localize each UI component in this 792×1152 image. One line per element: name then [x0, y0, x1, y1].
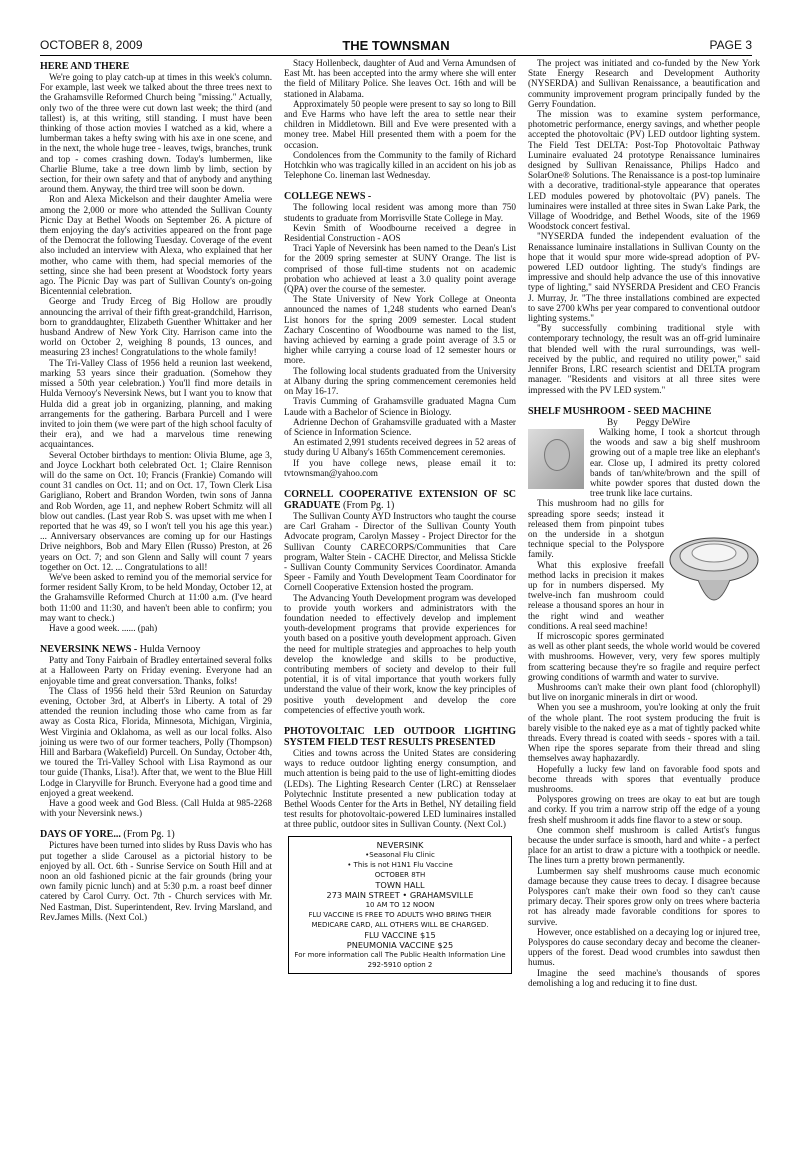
by-label: By	[606, 416, 618, 427]
ad-line: NEVERSINK	[376, 839, 424, 850]
ad-line: 10 AM TO 12 NOON	[365, 900, 435, 909]
college-title: COLLEGE NEWS -	[284, 191, 372, 203]
paragraph: Approximately 50 people were present to say so long to Bill and Eve Harms who have left the area to settle near their children in Middletown. Bill and Eve were presented with a money tree. Mabel Hill presented them with a poem for the occasion.	[284, 98, 516, 150]
mushroom-illustration	[668, 500, 760, 630]
days-title	[40, 829, 272, 840]
author-name: Peggy DeWire	[636, 416, 691, 427]
paragraph: We've been asked to remind you of the memorial service for former resident Sally Krom, to be held Monday, October 12, at the Grahamsville Reformed Church at 11:00 a.m. (I've heard both 11:00 and 11:30, and haven't been able to confirm; you may want to check.)	[40, 571, 272, 623]
paragraph: Adrienne Dechon of Grahamsville graduated with a Master of Science in Information Science.	[284, 416, 516, 437]
paragraph: The Tri-Valley Class of 1956 held a reunion last weekend, marking 53 years since their graduation. (Somehow they missed a 50th year celebration.) You'll find more details in Hulda Vernooy's Neversink News, but I want you to know that Hulda did a great job in organizing, planning, and making arrangements for the gathering. Barbara Purcell and I were invited to join them (we were part of the high school faculty of their era), and we had a marvelous time renewing acquaintances.	[40, 357, 272, 450]
cornell-byline: (From Pg. 1)	[342, 499, 395, 511]
paragraph: Traci Yaple of Neversink has been named to the Dean's List for the 2009 spring semester at SUNY Orange. The list is comprised of those full-time students not on academic probation who achieved at least a 3.0 quality point average (QPA) over the course of the semester.	[284, 243, 516, 295]
paragraph: The Class of 1956 held their 53rd Reunion on Saturday evening, October 3rd, at Albert's in Liberty. A total of 29 attended the reunion including those who came from as far away as Costa Rica, Florida, Minnesota, Michigan, Virginia, West Virginia and Oklahoma, as well as our local folks. Also joining us were two of our former teachers, Polly (Thompson) Hill and Barbara (Wakefield) Purcell. On Sunday, October 4th, we toured the Tri-Valley School with Lisa Raymond as our tour guide (Thanks, Lisa!). After that, we went to the Blue Hill Lodge in Claryville for Brunch. Everyone had a good time and enjoyed a great weekend.	[40, 685, 272, 798]
paragraph: "By successfully combining traditional style with contemporary technology, the result was an off-grid luminaire that blended well with the rural surroundings, was well-received by the public, and required no utility power," said Jennifer Brons, LRC research scientist and DELTA program manager. "Residents and visitors at all three sites were impressed with the PV LED system."	[528, 323, 760, 395]
paragraph: Kevin Smith of Woodbourne received a degree in Residential Construction - AOS	[284, 222, 516, 244]
column-2	[284, 58, 516, 974]
paragraph: If you have college news, please email it to: tvtownsman@yahoo.com	[284, 457, 516, 478]
column-1	[40, 58, 272, 922]
paragraph: When you see a mushroom, you're looking at only the fruit of the whole plant. The root system producing the fruit is barely visible to the naked eye as a mat of tightly packed white threads. Every thread is coated with seeds - spores with a tail. When ripe the spores separate from their thread and sling themselves away haphazardly.	[528, 702, 760, 764]
masthead	[40, 38, 752, 54]
shelf-para-text: Walking home, I took a shortcut through the woods and saw a big shelf mushroom growing out of a maple tree like an elephant's ear. Close up, I admired its pretty colored bands of tan/white/brown and the spill of white powder spores that dusted down the tree trunk like lace curtains.	[590, 426, 760, 499]
shelf-title: SHELF MUSHROOM - SEED MACHINE	[528, 405, 712, 417]
paragraph: An estimated 2,991 students received degrees in 52 areas of study during U Albany's 165th Commencement ceremonies.	[284, 437, 516, 458]
paragraph: The Sullivan County AYD Instructors who taught the course are Carl Graham - Director of the Sullivan County Youth Advocate program, Carolyn Massey - Project Director for the Sullivan County CARECORPS/Communities that Care program, Walter Stein - CACHE Director, and Melissa Stickle - Sullivan County Community Services Coordinator. Amanda Speer - Family and Youth Development Team Coordinator for Cornell Cooperative Extension hosted the program.	[284, 510, 516, 593]
shelf-byline	[528, 417, 760, 427]
neversink-title	[40, 644, 272, 655]
paragraph: We're going to play catch-up at times in this week's column. For example, last week we talked about the three trees next to the Grahamsville Reformed Church being "missing." Actually, only two of the three were cut down last week; the third (and tallest) is, at this writing, still standing. I must have been thinking of those action movies I watched as a kid, where a lumberman takes a hefty swing with his axe in one scene, and in the next, the whole huge tree - leaves, twigs, branches, trunk and top - comes crashing down. Today's lumbermen, like Charlie Blume, take a tree down limb by limb, section by section, for their own safety and that of anybody and anything around them. Anyway, the third tree will soon be down.	[40, 72, 272, 195]
paragraph: The following local students graduated from the University at Albany during the spring commencement ceremonies held on May 16-17.	[284, 365, 516, 397]
issue-date: OCTOBER 8, 2009	[40, 38, 143, 52]
here-body	[40, 72, 272, 633]
neversink-heading: NEVERSINK NEWS -	[40, 644, 140, 656]
paragraph: Pictures have been turned into slides by Russ Davis who has put together a slide Carousel as a pictorial history to be enjoyed by all. Oct. 6th - Sunrise Service on South Hill and at noon an old fashioned picnic at the fair grounds (bring your own family picnic lunch) and at 5:30 p.m. a roast beef dinner catered by Carol Curry. Oct. 7th - Church services with Mr. Ned Eastman, Dist. Superintendent, Rev. Irving Marsland, and Rev.James Mills. (Next Col.)	[40, 840, 272, 922]
paragraph	[528, 498, 760, 559]
paragraph: The Advancing Youth Development program was developed to provide youth workers and administrators with the foundation needed to effectively develop and implement youth-development programs that provide experiences for youth based on a positive youth development approach. Given the need for multiple strategies and approaches to help youth develop the knowledge and skills to be productive, contributing members of society and develop to their full potential, it is of vital importance that youth workers fully understand the value of their work, know the key principles of positive youth development and develop the core competencies of effective youth work.	[284, 592, 516, 715]
paper-name: THE TOWNSMAN	[342, 38, 450, 53]
paragraph: "NYSERDA funded the independent evaluation of the Renaissance luminaire installations in Sullivan County on the hope that it would spur more wide-spread adoption of PV-powered LED outdoor lighting. The study's findings are impressive and should help advance the use of this innovative type of lighting," said NYSERDA President and CEO Francis J. Murray, Jr. "The three installations combined are expected to save 2700 kWhs per year compared to conventional outdoor lighting systems."	[528, 231, 760, 324]
shelf-para-text: This mushroom had no gills for spreading spore seeds; instead it released them from pinpoint tubes on the underside in a shotgun technique special to the Polyspore family.	[528, 498, 664, 560]
paragraph: One common shelf mushroom is called Artist's fungus because the under surface is smooth, hard and white - a perfect place for an artist to draw a picture with a toothpick or needle. The lines turn a pretty brown permanently.	[528, 824, 760, 866]
paragraph	[528, 427, 760, 498]
paragraph: The State University of New York College at Oneonta announced the names of 1,248 students who earned Dean's List honors for the spring 2009 semester. Local student Zachary Coscentino of Woodbourne was named to the list, having achieved by earning a grade point average of 3.5 or higher while carrying a course load of 12 semester hours or more.	[284, 294, 516, 366]
paragraph: However, once established on a decaying log or injured tree, Polyspores do cause secondary decay and become the cleaner-uppers of the forest. Dead wood crumbles into sawdust then humus.	[528, 926, 760, 968]
paragraph: Travis Cumming of Grahamsville graduated Magna Cum Laude with a Bachelor of Science in Biology.	[284, 396, 516, 417]
paragraph: Lumbermen say shelf mushrooms cause much economic damage because they cause trees to decay. I disagree because Polyspores can't make their own food so they can't cause primary decay. Their spores grow only on trees where bacteria rot has already made favorable conditions for spores to survive.	[528, 865, 760, 927]
ad-line: •Seasonal Flu Clinic	[365, 850, 435, 859]
paragraph: What this explosive freefall method lacks in precision it makes up for in numbers dispersed. My twelve-inch fan mushroom could release a thousand spores an hour in the right wind and weather conditions. A real seed machine!	[528, 559, 664, 631]
paragraph: Patty and Tony Fairbain of Bradley entertained several folks at a Halloween Party on Friday evening. Everyone had an enjoyable time and great conversation. Thanks, folks!	[40, 655, 272, 686]
paragraph: The mission was to examine system performance, photometric performance, energy savings, and whether people accepted the photovoltaic (PV) LED outdoor lighting system. The Field Test DELTA: Post-Top Photovoltaic Pathway Luminaire evaluated 24 prototype Renaissance luminaires designed by Sullivan Renaissance, Philips Hadco and SolarOne® Solutions. The Renaissance is a post-top luminaire with a decorative, traditional-style appearance that operates LED modules powered by photovoltaic (PV) panels. The luminaires were installed at three sites in Swan Lake Park, the Village of Woodridge, and Bethel Woods, site of the 1969 Woodstock concert festival.	[528, 109, 760, 232]
paragraph: Imagine the seed machine's thousands of spores demolishing a log and reducing it to fine dust.	[528, 967, 760, 988]
face-icon	[544, 439, 570, 471]
paragraph: Hopefully a lucky few land on favorable food spots and become threads with spores that eventually produce mushrooms.	[528, 763, 760, 795]
paragraph: The following local resident was among more than 750 students to graduate from Morrisville State College in May.	[284, 202, 516, 223]
author-photo	[528, 429, 584, 489]
cornell-title	[284, 489, 516, 511]
flu-clinic-ad	[288, 836, 512, 974]
paragraph: Condolences from the Community to the family of Richard Hotchkin who was tragically killed in an accident on his job as Telephone Co. lineman last Wednesday.	[284, 149, 516, 181]
paragraph: Have a good week and God Bless. (Call Hulda at 985-2268 with your Neversink news.)	[40, 798, 272, 819]
ad-line: FLU VACCINE IS FREE TO ADULTS WHO BRING THEIR MEDICARE CARD, ALL OTHERS WILL BE CHARGED.	[308, 910, 492, 929]
paragraph: Cities and towns across the United States are considering ways to reduce outdoor lighting energy consumption, and much attention is being paid to the use of light-emitting diodes (LEDs). The Lighting Research Center (LRC) at Rensselaer Polytechnic Institute presented a new publication today at Bethel Woods Center for the Arts in Bethel, NY detailing field test results for photovoltaic-powered LED luminaires installed at three public, outdoor sites in Sullivan County. (Next Col.)	[284, 747, 516, 830]
paragraph: George and Trudy Erceg of Big Hollow are proudly announcing the arrival of their fifth great-grandchild, Harrison, born to granddaughter, Elizabeth Guenther Whittaker and her husband Andrew of New York City. Harrison came into the world on October 2, weighing 8 pounds, 13 ounces, and measuring 23 inches! Congratulations to the whole family!	[40, 296, 272, 358]
ad-line: PNEUMONIA VACCINE $25	[346, 939, 454, 950]
paragraph: Ron and Alexa Mickelson and their daughter Amelia were among the 2,000 or more who attended the Sullivan County Picnic Day at Bethel Woods on September 26. A picture of them enjoying the day's activities appeared on the front page of the Democrat the following Tuesday. Coverage of the event also included an interview with Alexa, who explained that her mother, who came with them, had special memories of the setting, since she had been present at Woodstock forty years ago. The Picnic Day was part of Sullivan County's on-going Bicentennial celebration.	[40, 194, 272, 297]
ad-line: TOWN HALL	[375, 879, 425, 890]
neversink-byline: Hulda Vernooy	[139, 644, 201, 656]
paragraph: Stacy Hollenbeck, daughter of Aud and Verna Amundsen of East Mt. has been accepted into the army where she will enter the field of Military Police. She leaves Oct. 16th and will be stationed in Alabama.	[284, 58, 516, 99]
here-title: HERE AND THERE	[40, 61, 130, 72]
paragraph: Polyspores growing on trees are okay to eat but are tough and corky. If you trim a narrow strip off the edge of a young fresh shelf mushroom it adds fine flavor to a stew or soup.	[528, 794, 760, 825]
ad-line: OCTOBER 8TH	[374, 870, 426, 879]
led-title: PHOTOVOLTAIC LED OUTDOOR LIGHTING SYSTEM FIELD TEST RESULTS PRESENTED	[284, 725, 516, 748]
paragraph: If microscopic spores germinated as well as other plant seeds, the whole world would be covered with mushrooms. However, very, very few spores multiply from scattering because they're so fragile and require perfect growing conditions of warmth and water to survive.	[528, 630, 760, 682]
page-number: PAGE 3	[709, 38, 752, 52]
paragraph: The project was initiated and co-funded by the New York State Energy Research and Development Authority (NYSERDA) and Sullivan Renaissance, a beautification and community improvement program principally funded by the Gerry Foundation.	[528, 58, 760, 109]
paragraph: Mushrooms can't make their own plant food (chlorophyll) but live on inorganic minerals in dirt or wood.	[528, 681, 760, 703]
days-heading: DAYS OF YORE...	[40, 829, 121, 841]
paragraph: Have a good week. ...... (pah)	[49, 622, 158, 633]
ad-line: 273 MAIN STREET • GRAHAMSVILLE	[326, 889, 474, 900]
column-3	[528, 58, 760, 988]
ad-line: For more information call The Public Health Information Line 292-5910 option 2	[294, 950, 506, 969]
masthead-rule	[40, 55, 752, 56]
paragraph: Several October birthdays to mention: Olivia Blume, age 3, and Joyce Lockhart both celebrated Oct. 1; Claire Rennison will do the same on Oct. 10; Francis (Frankie) Comando will count 31 candles on Oct. 11; and on Oct. 17, Town Clerk Lisa Garigliano, Robert and Brandon Worden, twin sons of Janna and Rob Worden, age 11, and nephew Robert Schmitz will all blow out candles. (Last year Rob S. was upset with me when I reported that he was 49, so I won't tell you his age this year.) ... Anniversary observances are coming up for our Hastings Drive neighbors, Bob and Mary Ellen (Russo) Preston, at 26 years on Oct. 7; and son Glenn and Sally will count 7 years together on Oct. 12. ... Congratulations to all!	[40, 449, 272, 572]
days-byline: (From Pg. 1)	[123, 829, 175, 841]
ad-line: • This is not H1N1 Flu Vaccine	[347, 860, 453, 869]
ad-line: FLU VACCINE $15	[364, 929, 436, 940]
cornell-heading: CORNELL COOPERATIVE EXTENSION OF SC GRADUATE	[284, 488, 516, 511]
